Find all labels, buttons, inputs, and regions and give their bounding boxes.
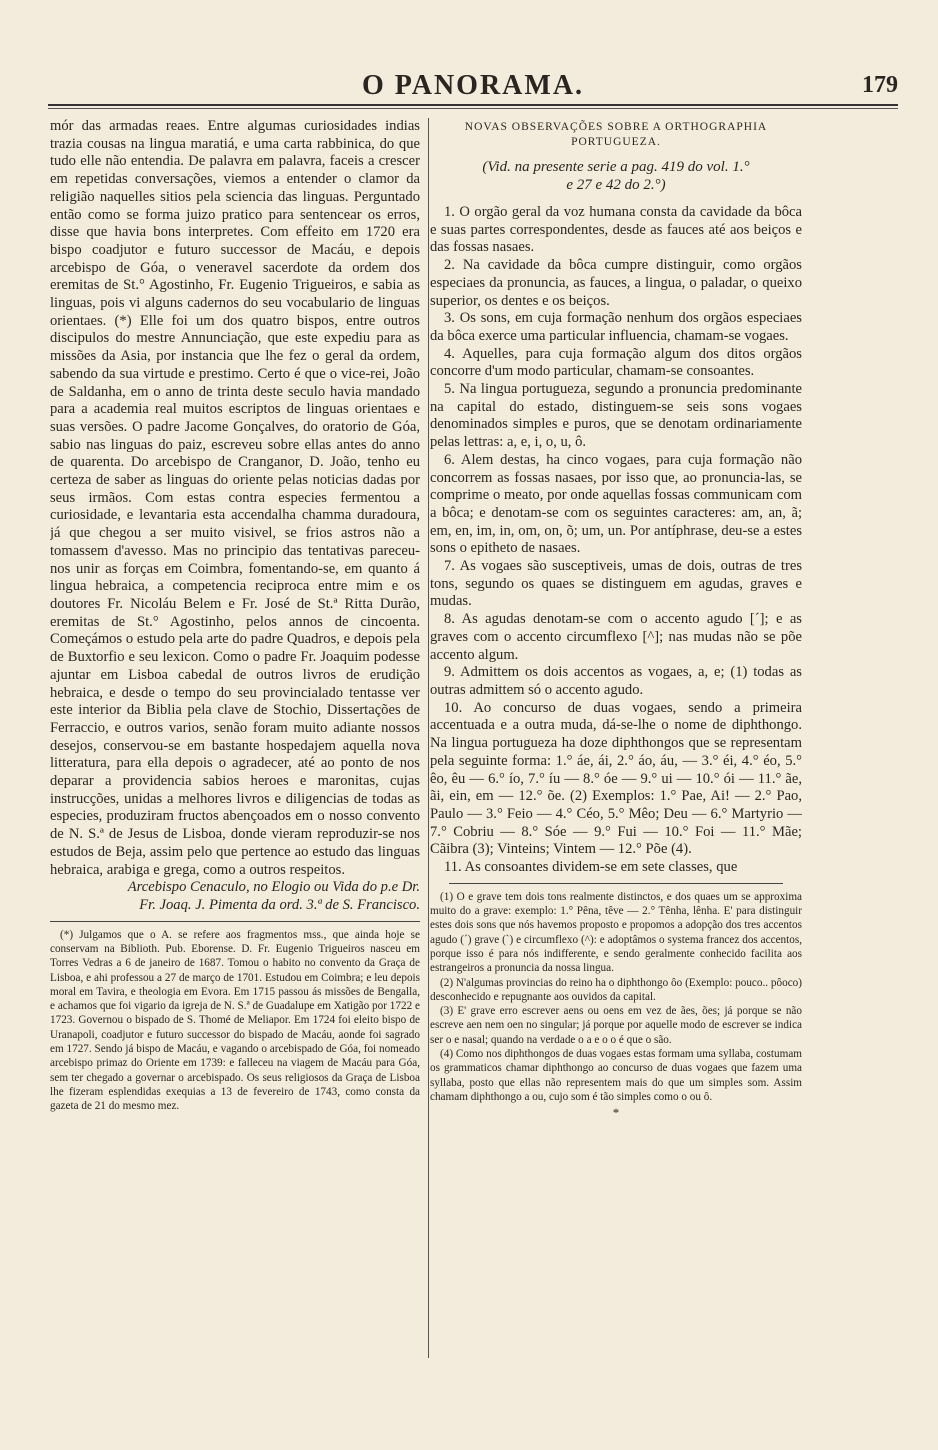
footnote: (2) N'algumas provincias do reino ha o diphthongo ôo (Exemplo: pouco.. pôoco) desconhecido e repugnante aos ouvidos da capital. [430, 976, 802, 1003]
left-footnotes [50, 928, 420, 1114]
page-number: 179 [862, 72, 898, 98]
footnote: (*) Julgamos que o A. se refere aos fragmentos mss., que ainda hoje se conservam na Biblioth. Pub. Eborense. D. Fr. Eugenio Trigueiros nasceu em Torres Vedras a 6 de janeiro de 1687. Tomou o habito no convento da Graça de Lisboa, e ahi professou a 27 de março de 1701. Estudou em Coimbra; e leu depois moral em Tavira, e theologia em Evora. Em 1715 passou ás missões de Bengalla, e achamos que foi vigario da igreja de N. S.ª de Guadalupe em Xatigão por 1722 e 1723. Governou o bispado de S. Thomé de Meliapor. Em 1724 foi eleito bispo de Uranapoli, coadjutor e futuro successor do bispado de Macáu, aonde foi sagrado em 1727. Sendo já bispo de Macáu, e vagando o arcebispado de Góa, foi nomeado arcebispo primaz do Oriente em 1739: e falleceu na viagem de Macáu para Góa, sem ter chegado a governar o arcebispado. Os seus religiosos da Graça de Lisboa lhe fizeram esplendidas exequias a 13 de fevereiro de 1743, como consta da gazeta de 21 do mesmo mez. [50, 928, 420, 1113]
article-paragraph: 7. As vogaes são susceptiveis, umas de dois, outras de tres tons, segundo os quaes se distinguem em agudas, graves e mudas. [430, 558, 802, 610]
left-column [50, 118, 420, 1114]
footnote: (4) Como nos diphthongos de duas vogaes estas formam uma syllaba, costumam os grammaticos chamar diphthongo ao concurso de duas vogaes que fazem uma syllaba, posto que ellas não representem mais do que um simples som. Assim chamam diphthongo a ou, cujo som é tão simples como o ou ô. [430, 1047, 802, 1103]
section-title: NOVAS OBSERVAÇÕES SOBRE A ORTHOGRAPHIA PORTUGUEZA. [464, 121, 768, 148]
article-paragraph: 4. Aquelles, para cuja formação algum dos ditos orgãos concorre d'um modo particular, chamam-se consoantes. [430, 345, 802, 380]
right-footnotes [430, 890, 802, 1121]
article-paragraph: 1. O orgão geral da voz humana consta da cavidade da bôca e suas partes correspondentes, desde as fauces até aos beiços e das fossas nasaes. [430, 204, 802, 256]
footnote: (1) O e grave tem dois tons realmente distinctos, e dos quaes um se approxima muito do a grave: exemplo: 1.° Pêna, têve — 2.° Tênha, lênha. E' para distinguir estes dois sons que nós havemos proposto e propomos a adopção dos tres accentos agudo (´) grave (`) e circumflexo (^): e adoptâmos o systema francez dos accentos, porque isso é para nós indifferente, e sendo geralmente conhecido facilita aos estrangeiros a pronuncia da nossa lingua. [430, 890, 802, 975]
reference-line-1: (Vid. na presente serie a pag. 419 do vol. 1.° [482, 159, 750, 175]
article-paragraph: 3. Os sons, em cuja formação nenhum dos orgãos especiaes da bôca exerce uma particular influencia, chamam-se vogaes. [430, 310, 802, 344]
header-rule-thin [48, 108, 898, 109]
footnote-separator [50, 921, 420, 922]
reference-line-2: e 27 e 42 do 2.°) [566, 177, 666, 193]
signature-line-1: Arcebispo Cenaculo, no Elogio ou Vida do p.e Dr. [127, 879, 420, 896]
article-paragraph: 11. As consoantes dividem-se em sete classes, que [444, 859, 738, 876]
article-paragraph: 10. Ao concurso de duas vogaes, sendo a primeira accentuada e a outra muda, dá-se-lhe o nome de diphthongo. Na lingua portugueza ha doze diphthongos que se representam pela seguinte forma: 1.° áe, ái, 2.° áo, áu, — 3.° éi, 4.° éo, 5.° êo, êu — 6.° ío, 7.° íu — 8.° óe — 9.° ui — 10.° ói — 11.° ãe, ãi, ein, em — 12.° õe. (2) Exemplos: 1.° Pae, Ai! — 2.° Pao, Paulo — 3.° Feio — 4.° Céo, 5.° Mêo; Deu — 6.° Martyrio — 7.° Cobriu — 8.° Sóe — 9.° Fui — 10.° Foi — 11.° Mãe; Cãibra (3); Vinteins; Vintem — 12.° Põe (4). [430, 699, 802, 858]
page-header [48, 70, 898, 106]
right-column [430, 118, 802, 1120]
article-paragraph: 2. Na cavidade da bôca cumpre distinguir, como orgãos especiaes da pronuncia, as fauces, a lingua, o paladar, o queixo superior, os dentes e os beiços. [430, 257, 802, 309]
footnote-separator [449, 883, 784, 884]
end-mark: * [612, 1105, 620, 1121]
footnote: (3) E' grave erro escrever aens ou oens em vez de ães, ões; já porque se não escreve aen nem oen no singular; já porque por aquelle modo de escrever se indica ser o e nasal; quando na verdade o a e o o é que o são. [430, 1005, 802, 1046]
signature-line-2: Fr. Joaq. J. Pimenta da ord. 3.ª de S. Francisco. [139, 896, 420, 913]
header-rule [48, 104, 898, 106]
left-paragraph: mór das armadas reaes. Entre algumas curiosidades indias trazia cousas na lingua maratiá, e uma carta rabbinica, do que tudo elle não entendia. De palavra em palavra, faceis a crescer em repetidas conversações, viemos a entender o clamor da religião naquelles sitios pela sciencia das linguas. Perguntado então como se forma juizo pratico para sentencear os erros, disse que havia bons interpretes. Com effeito em 1720 era bispo coadjutor e futuro successor de Macáu, e depois arcebispo de Góa, o veneravel sacerdote da ordem dos eremitas de St.° Agostinho, Fr. Eugenio Trigueiros, e sabia as linguas, pois vi alguns cadernos do seu vocabulario de linguas orientaes. (*) Elle foi um dos quatro bispos, entre outros discipulos do mestre Annunciação, que este expediu para as missões da Asia, por instancia que lhe fez o geral da ordem, sabendo da sua virtude e prestimo. Certo é que o vice-rei, João de Saldanha, em o anno de trinta deste seculo havia mandado para a academia real muitos escriptos de linguas orientaes e suas versões. O padre Jacome Gonçalves, do oratorio de Góa, sabio nas linguas do paiz, escreveu sobre ellas antes do anno de quarenta. Do arcebispo de Cranganor, D. João, tenho eu certeza de saber as linguas do oriente pelas noticias dadas por seus irmãos. Com estas contra especies fermentou a curiosidade, e levantaria esta accendalha chamma duradoura, já que chegou a ser muito visivel, se frios astros não a tomassem d'avesso. Mas no principio das tentativas pareceu-nos unir as forças em Coimbra, fomentando-se, em quanto á lingua hebraica, a competencia reciproca entre mim e os doutores Fr. Nicoláu Belem e Fr. José de St.ª Ritta Durão, eremitas de St.° Agostinho, pelos annos de cincoenta. Começámos o estudo pela arte do padre Quadros, e depois pela de Buxtorfio e seu lexicon. Como o padre Fr. Joaquim podesse ajuntar em Lisboa cabedal de outros livros de erudição hebraica, e desde o tempo do seu provincialado tentasse ver este interior da Biblia pela clave de Stochio, Dissertações de Ferraccio, e outros varios, senão foram muito adiante nossos desejos, conservou-se em bastante hospedajem aquella nova litteratura, para ella depois o agradecer, até ao ponto de nos deparar a providencia sabios heroes e maronitas, cujas instrucções, unidas a melhores livros e diligencias de todas as especies, produziram fructos abençoados em o nosso convento de N. S.ª de Jesus de Lisboa, donde vieram reproduzir-se nos estudos de Beja, assim pelo que pertence ao estudo das linguas hebraica, arabiga e grega, como a outros respeitos. [50, 118, 420, 878]
article-paragraph: 6. Alem destas, ha cinco vogaes, para cuja formação não concorrem as fossas nasaes, por isso que, ao pronuncia-las, se comprime o meato, por onde aquellas fossas communicam com a bôca; e denotam-se com os seguintes caracteres: am, an, ã; em, en, im, in, om, on, õ; um, un. Por antíphrase, deu-se a estes sons o epitheto de nasaes. [430, 451, 802, 557]
column-divider [428, 118, 429, 1358]
article-paragraph: 5. Na lingua portugueza, segundo a pronuncia predominante na capital do estado, distinguem-se seis sons vogaes denominados simples e puros, que se denotam ordinariamente pelas lettras: a, e, i, o, u, ô. [430, 381, 802, 451]
left-body [50, 118, 420, 915]
reference-note [430, 158, 802, 194]
right-body [430, 204, 802, 877]
masthead-title: O PANORAMA. [361, 70, 585, 101]
article-paragraph: 8. As agudas denotam-se com o accento agudo [´]; e as graves com o accento circumflexo [^]; nas mudas não se põe accento algum. [430, 611, 802, 663]
article-paragraph: 9. Admittem os dois accentos as vogaes, a, e; (1) todas as outras admittem só o accento agudo. [430, 664, 802, 698]
